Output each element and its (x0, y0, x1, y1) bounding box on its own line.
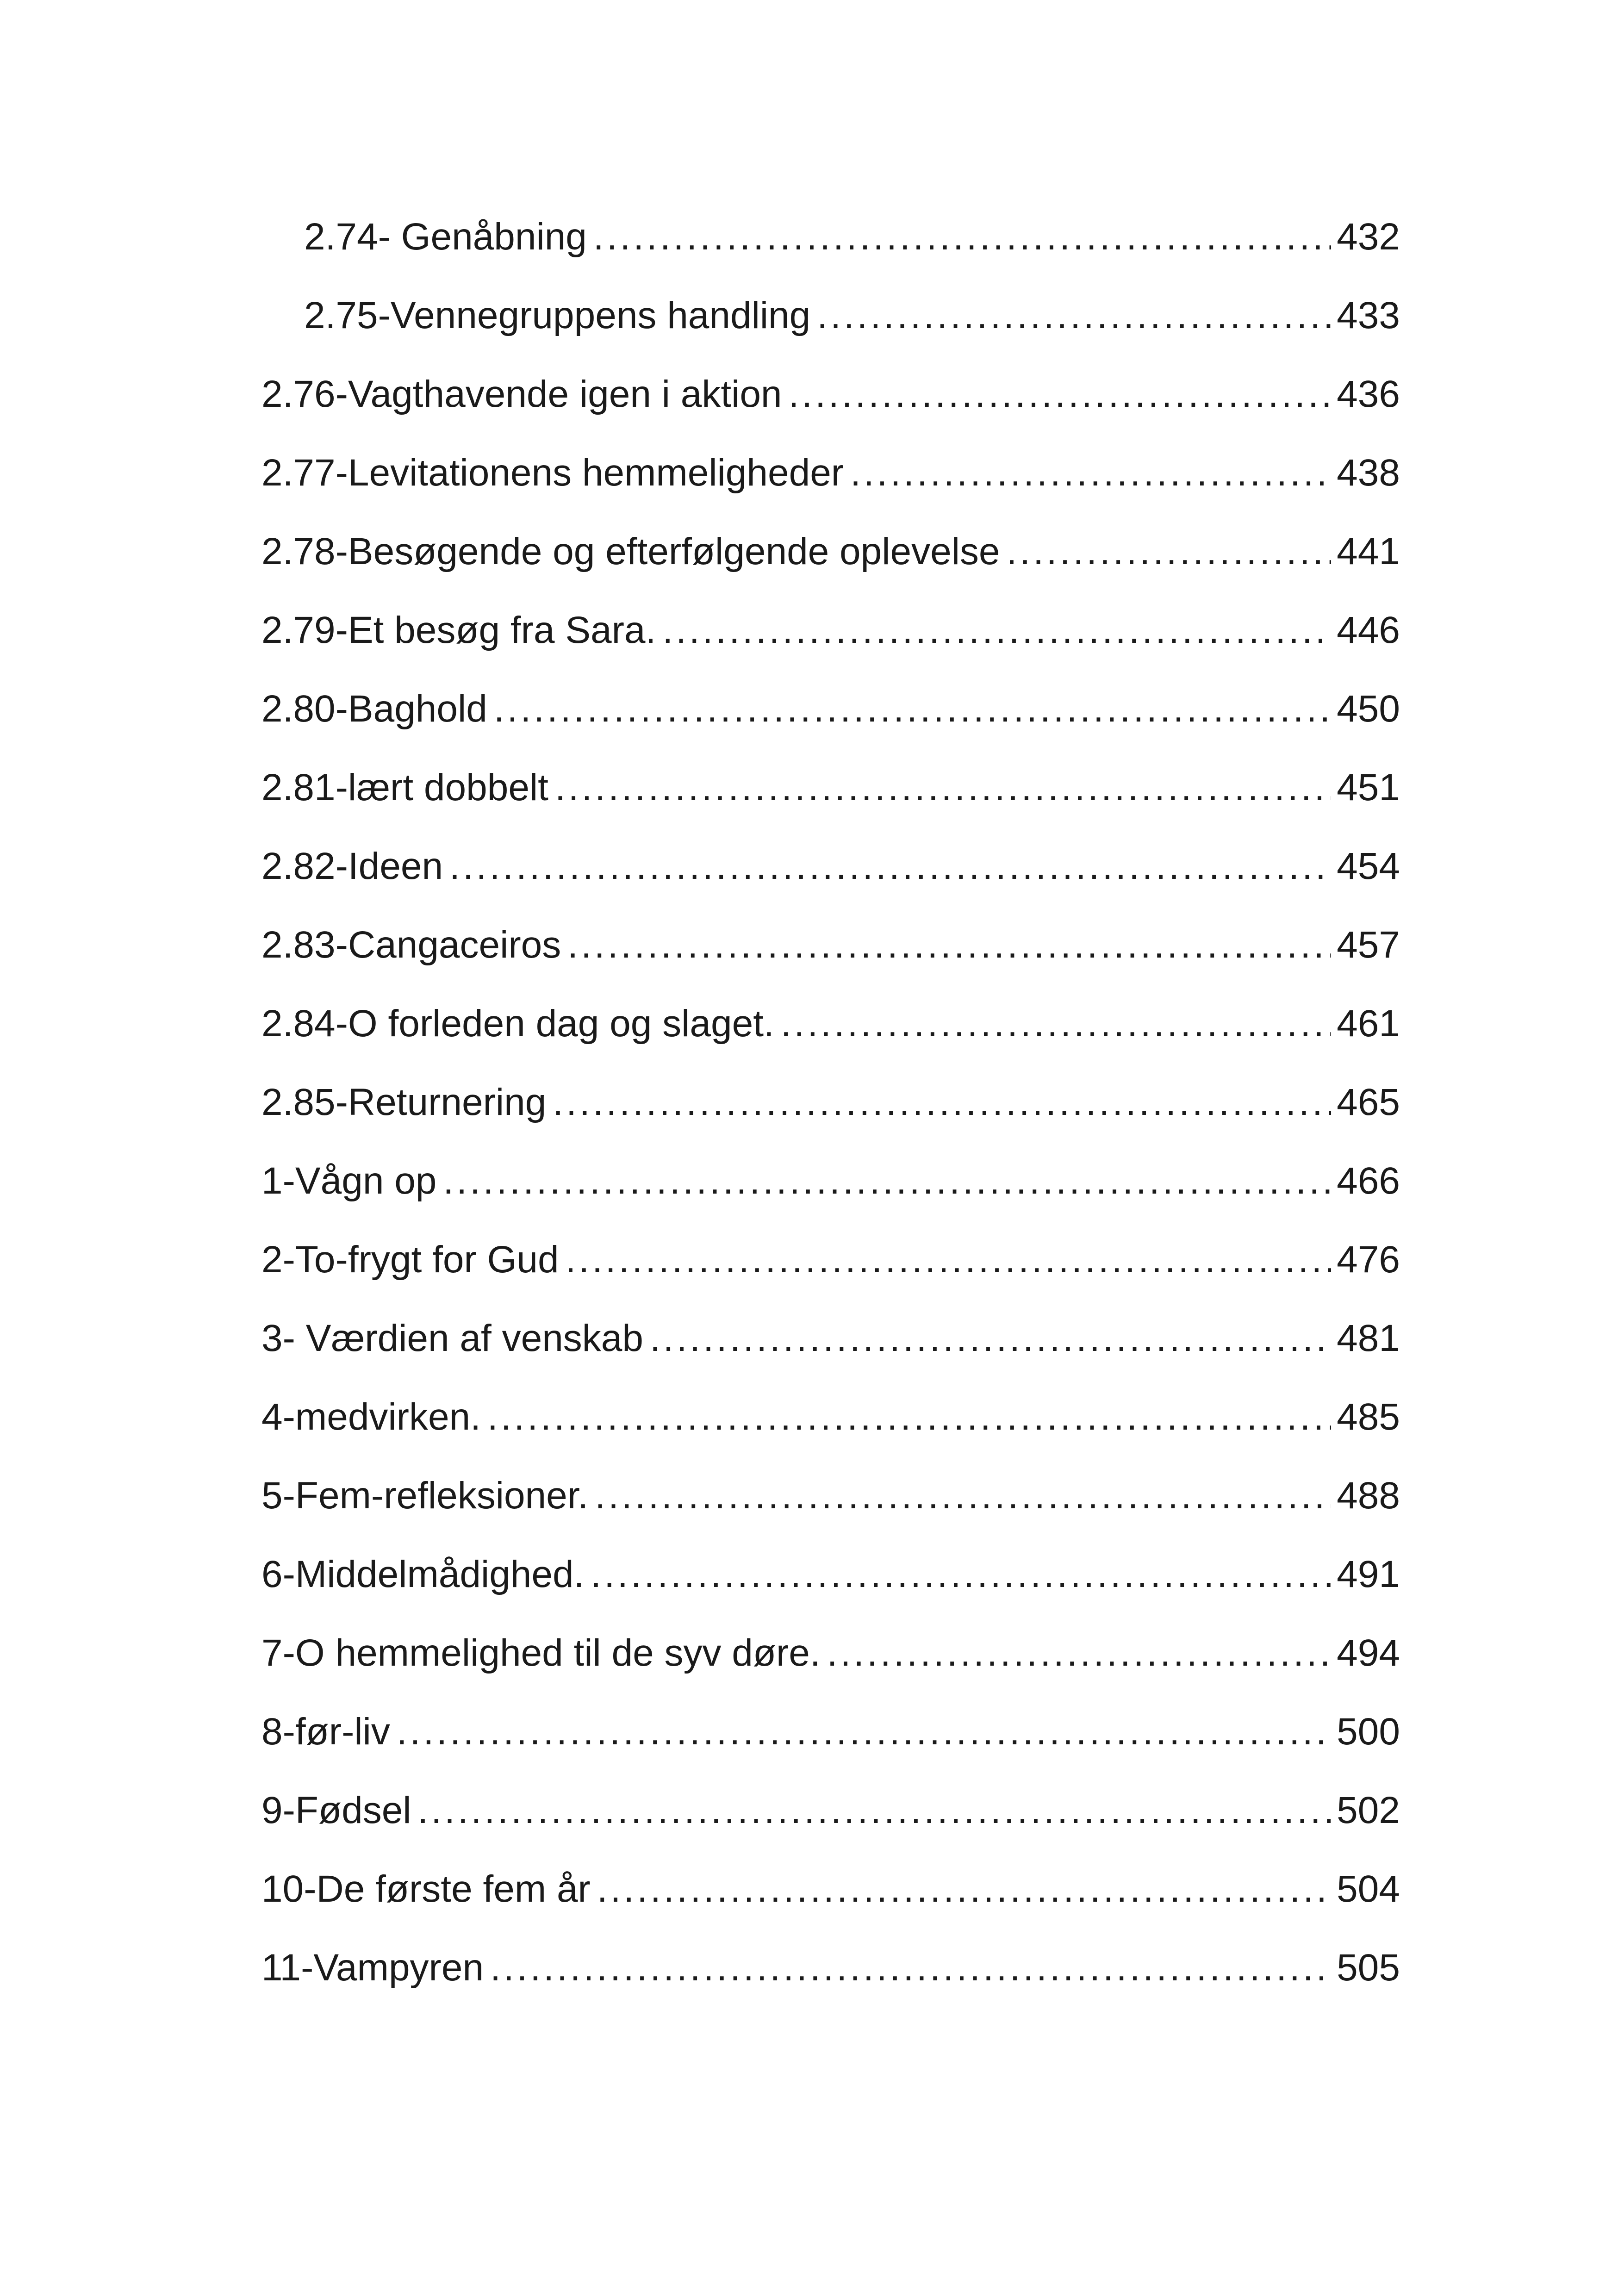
table-of-contents (261, 212, 1400, 2021)
dot-leader (1007, 526, 1332, 577)
toc-entry[interactable] (261, 998, 1400, 1077)
toc-entry-title: 11-Vampyren (261, 1947, 484, 1989)
toc-entry-page: 438 (1337, 452, 1400, 494)
dot-leader (397, 1706, 1331, 1757)
toc-entry[interactable] (261, 448, 1400, 526)
toc-entry[interactable] (261, 684, 1400, 762)
toc-entry-page: 436 (1337, 373, 1400, 415)
dot-leader (789, 369, 1332, 420)
toc-entry[interactable] (261, 1077, 1400, 1156)
dot-leader (593, 212, 1331, 262)
dot-leader (850, 448, 1331, 498)
toc-entry[interactable] (261, 1628, 1400, 1706)
dot-leader (595, 1470, 1331, 1521)
toc-entry-title: 2.77-Levitationens hemmeligheder (261, 452, 844, 494)
toc-entry-page: 461 (1337, 1002, 1400, 1045)
toc-entry-title: 10-De første fem år (261, 1868, 591, 1910)
toc-entry-title: 2.75-Vennegruppens handling (304, 294, 811, 336)
dot-leader (553, 1077, 1331, 1128)
toc-entry-title: 4-medvirken. (261, 1396, 481, 1438)
toc-entry[interactable] (261, 369, 1400, 448)
toc-entry[interactable] (261, 762, 1400, 841)
toc-entry[interactable] (261, 1392, 1400, 1470)
dot-leader (494, 684, 1331, 734)
toc-entry-page: 446 (1337, 609, 1400, 651)
toc-entry-title: 2.78-Besøgende og efterfølgende oplevelse (261, 530, 1000, 572)
toc-entry-title: 2.82-Ideen (261, 845, 443, 887)
dot-leader (555, 762, 1331, 813)
toc-entry-title: 8-før-liv (261, 1711, 390, 1753)
dot-leader (650, 1313, 1331, 1364)
dot-leader (662, 605, 1331, 656)
toc-entry-page: 450 (1337, 688, 1400, 730)
toc-entry-page: 502 (1337, 1789, 1400, 1831)
toc-entry[interactable] (261, 526, 1400, 605)
toc-entry[interactable] (261, 1470, 1400, 1549)
toc-entry-page: 491 (1337, 1553, 1400, 1595)
toc-entry-page: 454 (1337, 845, 1400, 887)
dot-leader (566, 1234, 1332, 1285)
toc-entry[interactable] (261, 1549, 1400, 1628)
toc-entry-page: 432 (1337, 216, 1400, 258)
dot-leader (591, 1549, 1331, 1600)
dot-leader (567, 920, 1331, 971)
dot-leader (487, 1392, 1331, 1443)
toc-entry[interactable] (261, 1942, 1400, 2021)
toc-entry[interactable] (261, 841, 1400, 920)
dot-leader (817, 290, 1331, 341)
toc-entry[interactable] (261, 1156, 1400, 1234)
toc-entry-title: 2.84-O forleden dag og slaget. (261, 1002, 774, 1045)
dot-leader (443, 1156, 1331, 1207)
toc-entry-page: 505 (1337, 1947, 1400, 1989)
toc-entry-title: 2.81-lært dobbelt (261, 766, 548, 809)
toc-entry[interactable] (261, 1234, 1400, 1313)
dot-leader (418, 1785, 1332, 1836)
toc-entry-title: 6-Middelmådighed. (261, 1553, 585, 1595)
toc-entry-title: 2.80-Baghold (261, 688, 487, 730)
toc-entry-page: 433 (1337, 294, 1400, 336)
dot-leader (490, 1942, 1331, 1993)
toc-entry-title: 5-Fem-refleksioner. (261, 1475, 589, 1517)
toc-entry-page: 488 (1337, 1475, 1400, 1517)
toc-entry-page: 494 (1337, 1632, 1400, 1674)
toc-entry[interactable] (261, 1313, 1400, 1392)
dot-leader (597, 1864, 1331, 1915)
toc-entry-page: 476 (1337, 1238, 1400, 1281)
toc-entry-title: 2.76-Vagthavende igen i aktion (261, 373, 782, 415)
toc-entry[interactable] (261, 1785, 1400, 1864)
toc-entry-page: 466 (1337, 1160, 1400, 1202)
toc-entry-title: 1-Vågn op (261, 1160, 437, 1202)
toc-entry-page: 451 (1337, 766, 1400, 809)
toc-entry-page: 500 (1337, 1711, 1400, 1753)
toc-entry-page: 465 (1337, 1081, 1400, 1123)
toc-entry-page: 485 (1337, 1396, 1400, 1438)
toc-entry-title: 7-O hemmelighed til de syv døre. (261, 1632, 821, 1674)
toc-entry-page: 457 (1337, 924, 1400, 966)
toc-entry[interactable] (261, 605, 1400, 684)
toc-entry-title: 2.79-Et besøg fra Sara. (261, 609, 656, 651)
toc-entry-page: 441 (1337, 530, 1400, 572)
toc-entry-title: 2.74- Genåbning (304, 216, 587, 258)
toc-entry-title: 2.83-Cangaceiros (261, 924, 561, 966)
toc-entry-title: 2.85-Returnering (261, 1081, 547, 1123)
toc-entry[interactable] (261, 212, 1400, 290)
toc-entry-page: 481 (1337, 1317, 1400, 1359)
toc-entry[interactable] (261, 920, 1400, 998)
toc-entry-title: 9-Fødsel (261, 1789, 411, 1831)
toc-entry[interactable] (261, 1864, 1400, 1942)
toc-entry-title: 3- Værdien af venskab (261, 1317, 644, 1359)
dot-leader (781, 998, 1331, 1049)
toc-entry[interactable] (261, 1706, 1400, 1785)
toc-entry-page: 504 (1337, 1868, 1400, 1910)
toc-entry-title: 2-To-frygt for Gud (261, 1238, 559, 1281)
toc-entry[interactable] (261, 290, 1400, 369)
dot-leader (827, 1628, 1331, 1679)
dot-leader (449, 841, 1331, 892)
